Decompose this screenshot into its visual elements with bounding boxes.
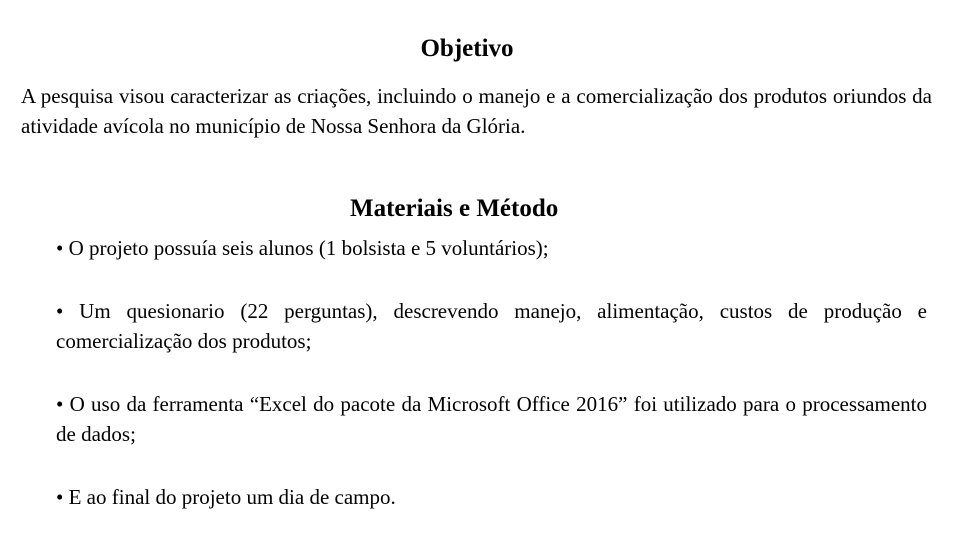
bullet-item-alunos: • O projeto possuía seis alunos (1 bolsista e 5 voluntários); (56, 236, 549, 260)
bullet-item-excel: • O uso da ferramenta “Excel do pacote da Microsoft Office 2016” foi utilizado para o processamento de dados; (56, 392, 927, 446)
objetivo-heading: Objetivo (420, 35, 514, 62)
materiais-metodo-heading: Materiais e Método (350, 195, 559, 222)
objetivo-paragraph: A pesquisa visou caracterizar as criações, incluindo o manejo e a comercialização dos produtos oriundos da atividade avícola no município de Nossa Senhora da Glória. (21, 84, 932, 138)
bullet-item-questionario: • Um quesionario (22 perguntas), descrevendo manejo, alimentação, custos de produção e comercialização dos produtos; (56, 299, 927, 353)
bullet-item-dia-de-campo: • E ao final do projeto um dia de campo. (56, 485, 396, 509)
